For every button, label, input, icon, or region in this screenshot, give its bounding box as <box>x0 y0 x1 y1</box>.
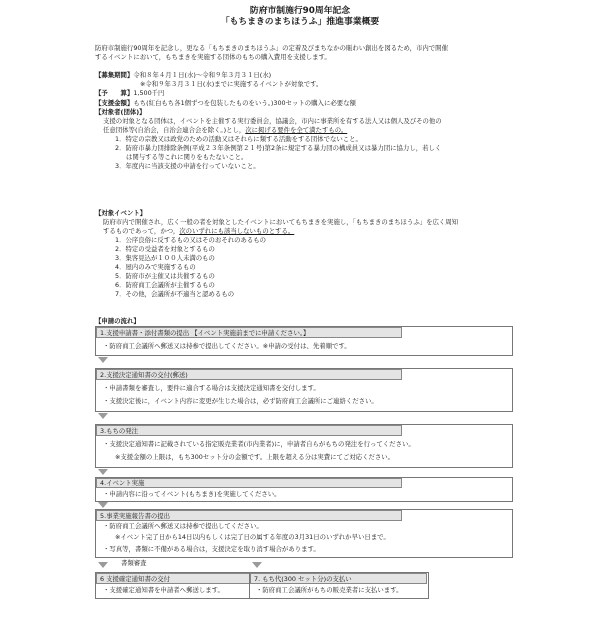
intro-line-1: 防府市制施行90周年を記念し，更なる「もちまきのまちほうふ」の定着及びまちなかの賑わい創出を図るため，市内で開催 <box>95 44 448 52</box>
flow-step-6-title: 6 支援確定通知書の交付 <box>96 573 266 584</box>
target-event-line-1: 防府市内で開催され，広く一般の者を対象としたイベントにおいてもちまきを実施し，「もちまきのまちほうふ」を広く周知 <box>103 218 459 226</box>
doc-title-line1: 防府市制施行90周年記念 <box>249 6 351 16</box>
period-row <box>95 71 271 80</box>
intro-line-2: するイベントにおいて，もちまきを実施する団体のもちの購入費用を支援します。 <box>95 53 331 61</box>
target-group-heading: 【対象者(団体)】 <box>95 108 146 116</box>
flow-step-2-title: 2.支援決定通知書の交付(郵送) <box>96 369 402 380</box>
flow-arrow-3 <box>98 469 108 475</box>
flow-step-7-title: 7. もち代(300 セット分)の支払い <box>250 573 427 584</box>
budget-row <box>95 89 164 98</box>
flow-step-2-line-2: ・支援決定後に，イベント内容に変更が生じた場合は，必ず防府商工会議所にご連絡ください。 <box>103 397 378 405</box>
flow-step-1-title: 1.支援申請書・添付書類の提出 【イベント実施前までに申請ください。】 <box>96 327 402 338</box>
flow-arrow-5-right <box>252 562 262 568</box>
target-group-line-1: 支援の対象となる団体は，イベントを主催する実行委員会，協議会，市内に事業所を有する法人又は個人及びその他の <box>103 117 442 125</box>
flow-arrow-1 <box>98 357 108 363</box>
flow-step-4-title: 4.イベント実施 <box>96 478 402 488</box>
target-event-heading: 【対象イベント】 <box>95 209 147 217</box>
flow-step-4-line-1: ・申請内容に沿ってイベント(もちまき)を実施してください。 <box>103 490 281 498</box>
support-value: もち(紅白もち各1個ずつを包装したものをいう。)300セットの購入に必要な額 <box>133 99 356 107</box>
target-group-item-2-cont: は関与する等これに関りをもたないこと。 <box>126 153 248 161</box>
budget-label: 【予 算】 <box>95 89 134 97</box>
flow-step-5-line-3: ・写真等，書類に不備がある場合は，支援決定を取り消す場合があります。 <box>103 545 320 553</box>
flow-step-1-line-1: ・防府商工会議所へ郵送又は持参で提出してください。※申請の受付は、先着順です。 <box>103 342 351 350</box>
flow-arrow-4 <box>98 502 108 508</box>
period-value: 令和８年４月１日(水)～令和９年３月３１日(水) <box>133 71 272 79</box>
support-label: 【支援金額】 <box>95 99 134 107</box>
flow-arrow-5-left <box>98 562 108 568</box>
flow-step-7-line: ・防府商工会議所がもちの販売業者に支払います。 <box>256 586 403 594</box>
target-event-condition: 次のいずれにも該当しないものとする。 <box>179 227 295 235</box>
target-event-item-5: 5．防府市が主催又は共催するもの <box>115 272 215 280</box>
flow-step-3-line-1: ・支援決定通知書に記載されている指定販売業者(市内業者)に，申請者自らがもちの発注を行ってください。 <box>103 440 415 448</box>
support-row <box>95 99 356 108</box>
doc-title-line2: 「もちまきのまちほうふ」推進事業概要 <box>220 17 380 27</box>
flow-step-6-line: ・支援確定通知書を申請者へ郵送します。 <box>103 586 224 594</box>
target-event-item-2: 2．特定の受益者を対象とするもの <box>115 245 215 253</box>
period-label: 【募集期間】 <box>95 71 134 79</box>
target-group-item-1: 1．特定の宗教又は政党のための活動又はそれらに類する活動をする団体でないこと。 <box>115 135 362 143</box>
target-event-item-1: 1．公序良俗に反するもの又はそのおそれのあるもの <box>115 236 267 244</box>
target-event-item-4: 4．屋内のみで実施するもの <box>115 263 196 271</box>
target-group-item-3: 3．年度内に当該支援の申請を行っていないこと。 <box>115 162 260 170</box>
target-event-item-3: 3．集客見込が１００人未満のもの <box>115 254 215 262</box>
flow-step-5-title: 5.事業実施報告書の提出 <box>96 510 402 521</box>
period-note: ※令和９年３月３１日(水)までに実施するイベントが対象です。 <box>140 80 323 88</box>
flow-step-3-line-2: ※支援金額の上限は，もち300セット分の金額です。上限を超える分は実費にてご対応ください。 <box>115 453 395 461</box>
target-group-condition: 次に掲げる要件を全て満たすもの。 <box>245 126 348 134</box>
target-event-line-2: するものであって，かつ，次のいずれにも該当しないものとする。 <box>103 227 295 235</box>
flow-heading: 【申請の流れ】 <box>95 317 140 325</box>
flow-step-5-line-1: ・防府商工会議所へ郵送又は持参で提出してください。 <box>103 522 263 530</box>
budget-value: 1,500千円 <box>133 89 165 97</box>
target-group-line-2: 任意団体等(自治会，自治会連合会を除く。)とし，次に掲げる要件を全て満たすもの。 <box>103 126 348 134</box>
flow-step-5-line-2: ※イベント完了日から14日以内もしくは完了日の属する年度の3月31日のいずれか早い日まで。 <box>115 533 390 541</box>
target-event-item-7: 7．その他，会議所が不適当と認めるもの <box>115 290 235 298</box>
target-group-item-2: 2．防府市暴力団排除条例(平成２３年条例第２１号)第2条に規定する暴力団の構成員又は暴力団に協力し，若しく <box>115 144 442 152</box>
flow-step-2-line-1: ・申請書類を審査し，要件に適合する場合は支援決定通知書を交付します。 <box>103 384 320 392</box>
flow-step-3-title: 3.もちの発注 <box>96 425 402 436</box>
review-label: 書類審査 <box>121 559 147 567</box>
target-event-item-6: 6．防府商工会議所が主催するもの <box>115 281 215 289</box>
flow-arrow-2 <box>98 413 108 419</box>
